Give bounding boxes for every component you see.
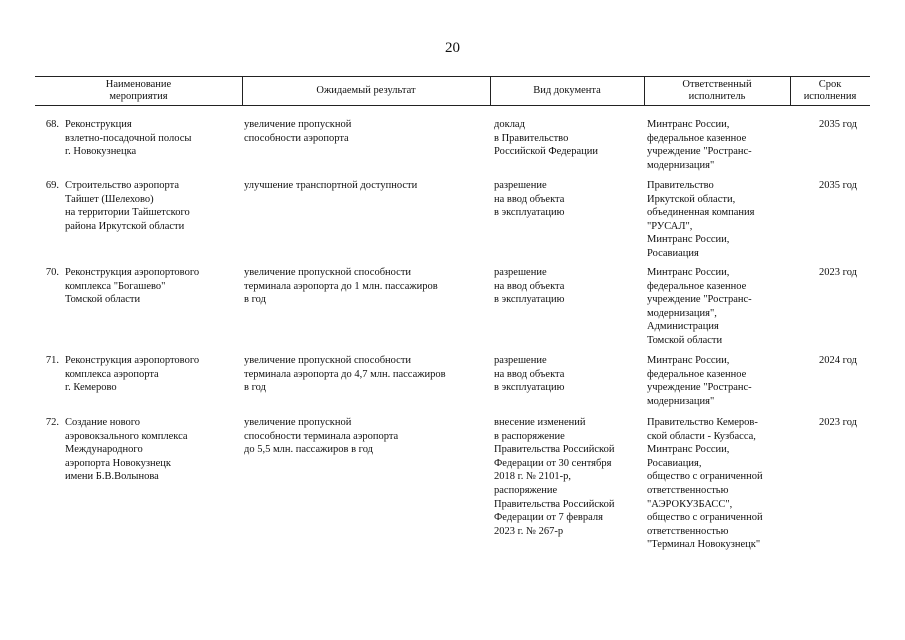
header-executor: Ответственный исполнитель [682,78,752,102]
row-term: 2035 год [819,180,857,191]
row-result: улучшение транспортной доступности [244,180,418,191]
header-doc: Вид документа [533,84,601,96]
header-term: Срок исполнения [803,78,857,102]
row-term: 2035 год [819,119,857,130]
row-document: доклад в Правительство Российской Федерации [494,119,598,158]
row-term: 2024 год [819,355,857,366]
row-document: разрешение на ввод объекта в эксплуатацию [494,355,565,394]
row-number: 70. [45,267,59,278]
row-document: разрешение на ввод объекта в эксплуатацию [494,180,565,219]
row-result: увеличение пропускной способности терминала аэропорта до 5,5 млн. пассажиров в год [244,417,399,456]
row-executor: Минтранс России, федеральное казенное учреждение "Ространс- модернизация" [647,119,752,171]
row-executor: Минтранс России, федеральное казенное учреждение "Ространс- модернизация", Администрация Томской области [647,267,752,346]
header-name: Наименование мероприятия [105,78,172,102]
page-number: 20 [445,40,460,56]
row-number: 72. [45,417,59,428]
row-executor: Правительство Кемеров- ской области - Кузбасса, Минтранс России, Росавиация, общество с ограниченной ответственностью "АЭРОКУЗБАСС", общество с ограниченной ответственностью "Терминал Новокузнецк" [647,417,763,551]
row-name: Реконструкция взлетно-посадочной полосы г. Новокузнецка [65,119,192,158]
row-name: Реконструкция аэропортового комплекса аэропорта г. Кемерово [65,355,200,394]
row-name: Строительство аэропорта Тайшет (Шелехово) на территории Тайшетского района Иркутской области [65,180,190,232]
table-header [35,76,870,106]
row-name: Создание нового аэровокзального комплекса Международного аэропорта Новокузнецк имени Б.В.Волынова [65,417,188,483]
row-result: увеличение пропускной способности терминала аэропорта до 1 млн. пассажиров в год [244,267,438,306]
row-executor: Правительство Иркутской области, объединенная компания "РУСАЛ", Минтранс России, Росавиация [647,180,755,259]
row-number: 71. [45,355,59,366]
row-name: Реконструкция аэропортового комплекса "Богашево" Томской области [65,267,200,306]
header-result: Ожидаемый результат [316,84,416,96]
row-term: 2023 год [819,267,857,278]
row-result: увеличение пропускной способности аэропорта [244,119,352,144]
row-document: разрешение на ввод объекта в эксплуатацию [494,267,565,306]
row-result: увеличение пропускной способности терминала аэропорта до 4,7 млн. пассажиров в год [244,355,446,394]
measures-table [35,76,870,551]
row-term: 2023 год [819,417,857,428]
row-number: 69. [45,180,59,191]
row-number: 68. [45,119,59,130]
row-executor: Минтранс России, федеральное казенное учреждение "Ространс- модернизация" [647,355,752,407]
row-document: внесение изменений в распоряжение Правительства Российской Федерации от 30 сентября 2018 г. № 2101-р, распоряжение Правительства Российской Федерации от 7 февраля 2023 г. № 267-р [494,417,615,537]
